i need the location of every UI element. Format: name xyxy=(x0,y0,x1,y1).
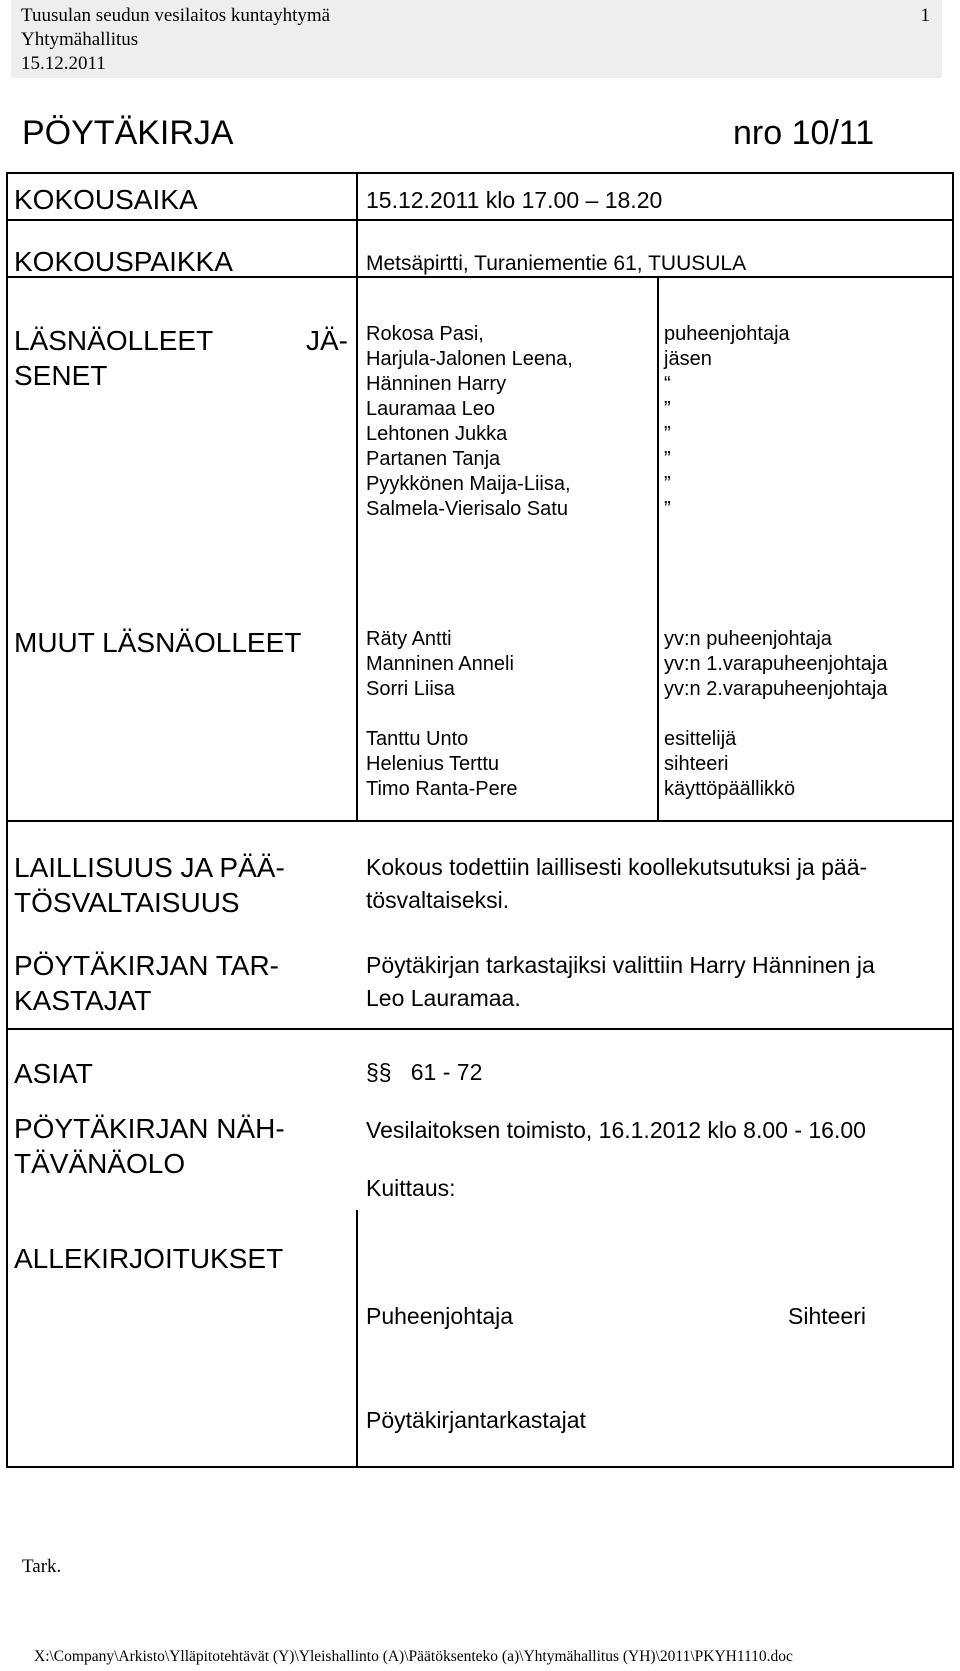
public-display-value: Vesilaitoksen toimisto, 16.1.2012 klo 8.00 - 16.00 xyxy=(366,1117,866,1143)
member-name: Partanen Tanja xyxy=(366,448,501,470)
member-name: Hänninen Harry xyxy=(366,373,507,395)
other-role: yv:n 1.varapuheenjohtaja xyxy=(664,653,888,675)
row-divider xyxy=(6,820,954,822)
page-number: 1 xyxy=(920,5,930,26)
row-divider xyxy=(6,219,954,221)
other-name: Tanttu Unto xyxy=(366,728,469,750)
meeting-time-value: 15.12.2011 klo 17.00 – 18.20 xyxy=(366,187,663,213)
others-label: MUUT LÄSNÄOLLEET xyxy=(14,627,302,658)
member-name: Pyykkönen Maija-Liisa, xyxy=(366,473,571,495)
checkers-text-line2: Leo Lauramaa. xyxy=(366,985,521,1011)
member-name: Rokosa Pasi, xyxy=(366,323,484,345)
other-role: esittelijä xyxy=(664,728,737,750)
member-name: Lauramaa Leo xyxy=(366,398,495,420)
other-name: Räty Antti xyxy=(366,628,452,650)
member-name: Harjula-Jalonen Leena, xyxy=(366,348,573,370)
matters-label: ASIAT xyxy=(14,1058,93,1089)
document-number: nro 10/11 xyxy=(733,114,875,152)
member-role-ditto: ” xyxy=(664,448,671,470)
member-role: puheenjohtaja xyxy=(664,323,790,345)
other-role: käyttöpäällikkö xyxy=(664,778,796,800)
other-role: yv:n puheenjohtaja xyxy=(664,628,832,650)
members-roles xyxy=(664,322,790,522)
signatures-label: ALLEKIRJOITUKSET xyxy=(14,1243,284,1274)
meeting-place-value: Metsäpirtti, Turaniementie 61, TUUSULA xyxy=(366,252,747,275)
legality-label-line1: LAILLISUUS JA PÄÄ- xyxy=(14,852,285,883)
others-names xyxy=(366,627,518,802)
members-label-line2: SENET xyxy=(14,360,108,391)
member-role-ditto: ” xyxy=(664,423,671,445)
public-display-label-line1: PÖYTÄKIRJAN NÄH- xyxy=(14,1113,285,1144)
others-roles xyxy=(664,627,888,802)
member-role-ditto: “ xyxy=(664,373,671,395)
header-org: Tuusulan seudun vesilaitos kuntayhtymä xyxy=(21,5,331,26)
checkers-label-line2: KASTAJAT xyxy=(14,985,152,1016)
member-role-ditto: ” xyxy=(664,473,671,495)
member-name: Lehtonen Jukka xyxy=(366,423,508,445)
column-divider xyxy=(356,1210,358,1468)
file-path-footer: X:\Company\Arkisto\Ylläpitotehtävät (Y)\Yleishallinto (A)\Päätöksenteko (a)\Yhtymähallitus (YH)\2011\PKYH1110.doc xyxy=(34,1648,793,1665)
section-symbol: §§ xyxy=(366,1059,392,1085)
other-name: Helenius Terttu xyxy=(366,753,500,775)
row-divider xyxy=(6,1028,954,1030)
other-role: yv:n 2.varapuheenjohtaja xyxy=(664,678,888,700)
column-divider xyxy=(356,172,358,820)
header-date: 15.12.2011 xyxy=(21,53,106,74)
header-board: Yhtymähallitus xyxy=(21,29,139,50)
checkers-signature-label: Pöytäkirjantarkastajat xyxy=(366,1407,586,1433)
document-header xyxy=(11,0,942,78)
legality-text-line1: Kokous todettiin laillisesti koollekutsutuksi ja pää- xyxy=(366,854,868,880)
other-name: Timo Ranta-Pere xyxy=(366,778,518,800)
matters-range: 61 - 72 xyxy=(410,1059,483,1085)
other-name: Manninen Anneli xyxy=(366,653,514,675)
column-divider xyxy=(657,276,659,820)
other-role: sihteeri xyxy=(664,753,729,775)
member-role-ditto: ” xyxy=(664,498,671,520)
matters-value xyxy=(366,1056,482,1089)
receipt-label: Kuittaus: xyxy=(366,1175,456,1201)
other-name: Sorri Liisa xyxy=(366,678,455,700)
legality-text-line2: tösvaltaiseksi. xyxy=(366,887,510,913)
chair-signature-label: Puheenjohtaja xyxy=(366,1303,514,1329)
checkers-label-line1: PÖYTÄKIRJAN TAR- xyxy=(14,950,280,981)
meeting-time-label: KOKOUSAIKA xyxy=(14,184,198,215)
members-names xyxy=(366,322,573,522)
checked-note: Tark. xyxy=(22,1556,62,1577)
members-label-hyphen: JÄ- xyxy=(306,325,348,356)
public-display-label-line2: TÄVÄNÄOLO xyxy=(14,1148,186,1179)
member-name: Salmela-Vierisalo Satu xyxy=(366,498,568,520)
meeting-place-label: KOKOUSPAIKKA xyxy=(14,246,233,277)
checkers-text-line1: Pöytäkirjan tarkastajiksi valittiin Harry Hänninen ja xyxy=(366,952,875,978)
members-label-line1: LÄSNÄOLLEET xyxy=(14,325,214,356)
legality-label-line2: TÖSVALTAISUUS xyxy=(14,887,240,918)
secretary-signature-label: Sihteeri xyxy=(788,1303,866,1329)
member-role-ditto: ” xyxy=(664,398,671,420)
member-role: jäsen xyxy=(664,348,712,370)
document-title: PÖYTÄKIRJA xyxy=(22,114,234,152)
